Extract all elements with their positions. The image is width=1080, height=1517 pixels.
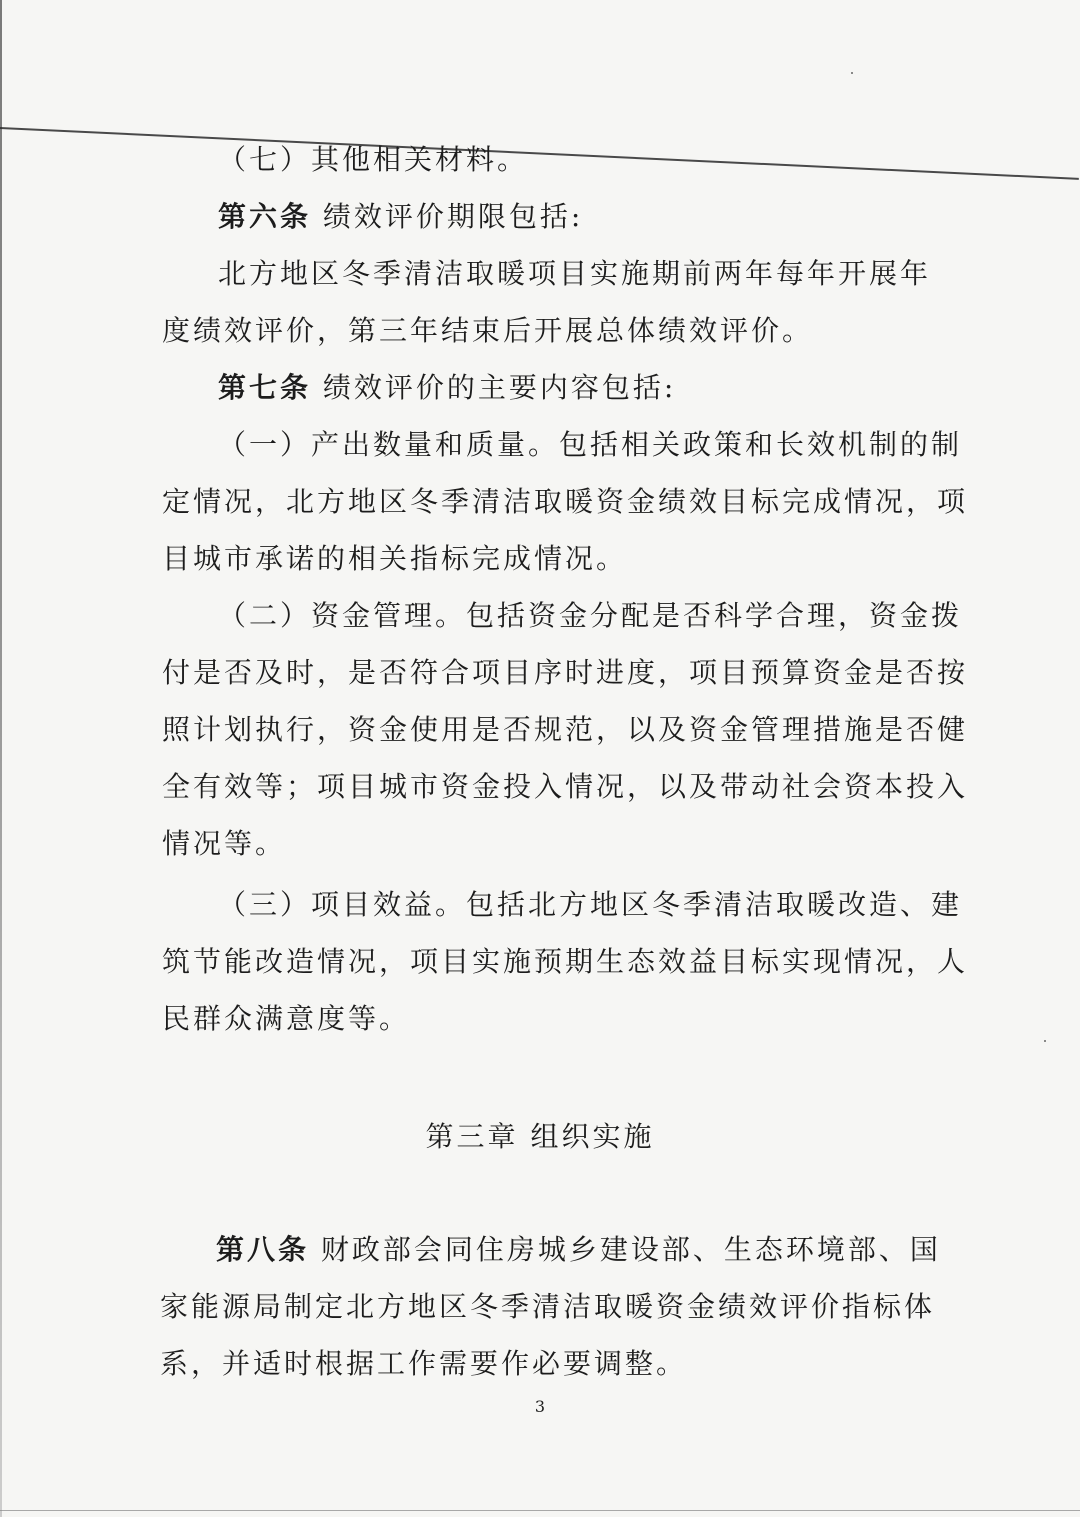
article-number: 第六条 [218, 200, 312, 233]
article-heading-line [218, 200, 583, 234]
line-text: 系，并适时根据工作需要作必要调整。 [160, 1347, 688, 1380]
line-text: 全有效等；项目城市资金投入情况，以及带动社会资本投入 [162, 770, 969, 803]
chapter-heading [0, 1120, 1080, 1154]
scan-artifact-line [0, 127, 1079, 180]
paragraph-line [162, 827, 286, 861]
paragraph-line [218, 257, 931, 291]
line-text: 度绩效评价，第三年结束后开展总体绩效评价。 [162, 314, 814, 347]
article-number: 第八条 [216, 1233, 310, 1266]
line-text: 付是否及时，是否符合项目序时进度，项目预算资金是否按 [162, 656, 969, 689]
paragraph-line [160, 1290, 935, 1324]
line-text: 民群众满意度等。 [162, 1002, 411, 1035]
paragraph-line [162, 770, 968, 804]
line-text: 家能源局制定北方地区冬季清洁取暖资金绩效评价指标体 [160, 1290, 936, 1323]
scan-speck [1044, 1040, 1046, 1042]
paragraph-line [162, 713, 968, 747]
line-text: 绩效评价的主要内容包括: [322, 371, 677, 404]
scan-edge-shadow [0, 0, 2, 1517]
chapter-title: 第三章 组织实施 [425, 1120, 655, 1153]
line-text: 照计划执行，资金使用是否规范，以及资金管理措施是否健 [162, 713, 969, 746]
paragraph-line [162, 314, 813, 348]
paragraph-line [162, 485, 968, 519]
line-text: 目城市承诺的相关指标完成情况。 [162, 542, 628, 575]
page-number: 3 [534, 1397, 546, 1416]
paragraph-line [218, 143, 528, 177]
line-text: （二）资金管理。包括资金分配是否科学合理，资金拨 [218, 599, 963, 632]
line-text: 情况等。 [162, 827, 287, 860]
paragraph-line [160, 1347, 687, 1381]
paragraph-line [162, 656, 968, 690]
paragraph-line [162, 1002, 410, 1036]
paragraph-line [218, 599, 962, 633]
line-text: 绩效评价期限包括: [322, 200, 584, 233]
scan-speck [851, 72, 853, 74]
article-heading-line [218, 371, 676, 405]
line-text: 定情况，北方地区冬季清洁取暖资金绩效目标完成情况，项 [162, 485, 969, 518]
paragraph-line [218, 888, 962, 922]
scan-bottom-edge [0, 1510, 1080, 1511]
line-text: （一）产出数量和质量。包括相关政策和长效机制的制 [218, 428, 963, 461]
line-text: 筑节能改造情况，项目实施预期生态效益目标实现情况，人 [162, 945, 969, 978]
line-text: （七）其他相关材料。 [218, 143, 529, 176]
paragraph-line [162, 542, 627, 576]
paragraph-line [162, 945, 968, 979]
paragraph-line [218, 428, 962, 462]
line-text: 财政部会同住房城乡建设部、生态环境部、国 [320, 1233, 941, 1266]
article-heading-line [216, 1233, 941, 1267]
article-number: 第七条 [218, 371, 312, 404]
line-text: 北方地区冬季清洁取暖项目实施期前两年每年开展年 [218, 257, 932, 290]
line-text: （三）项目效益。包括北方地区冬季清洁取暖改造、建 [218, 888, 963, 921]
